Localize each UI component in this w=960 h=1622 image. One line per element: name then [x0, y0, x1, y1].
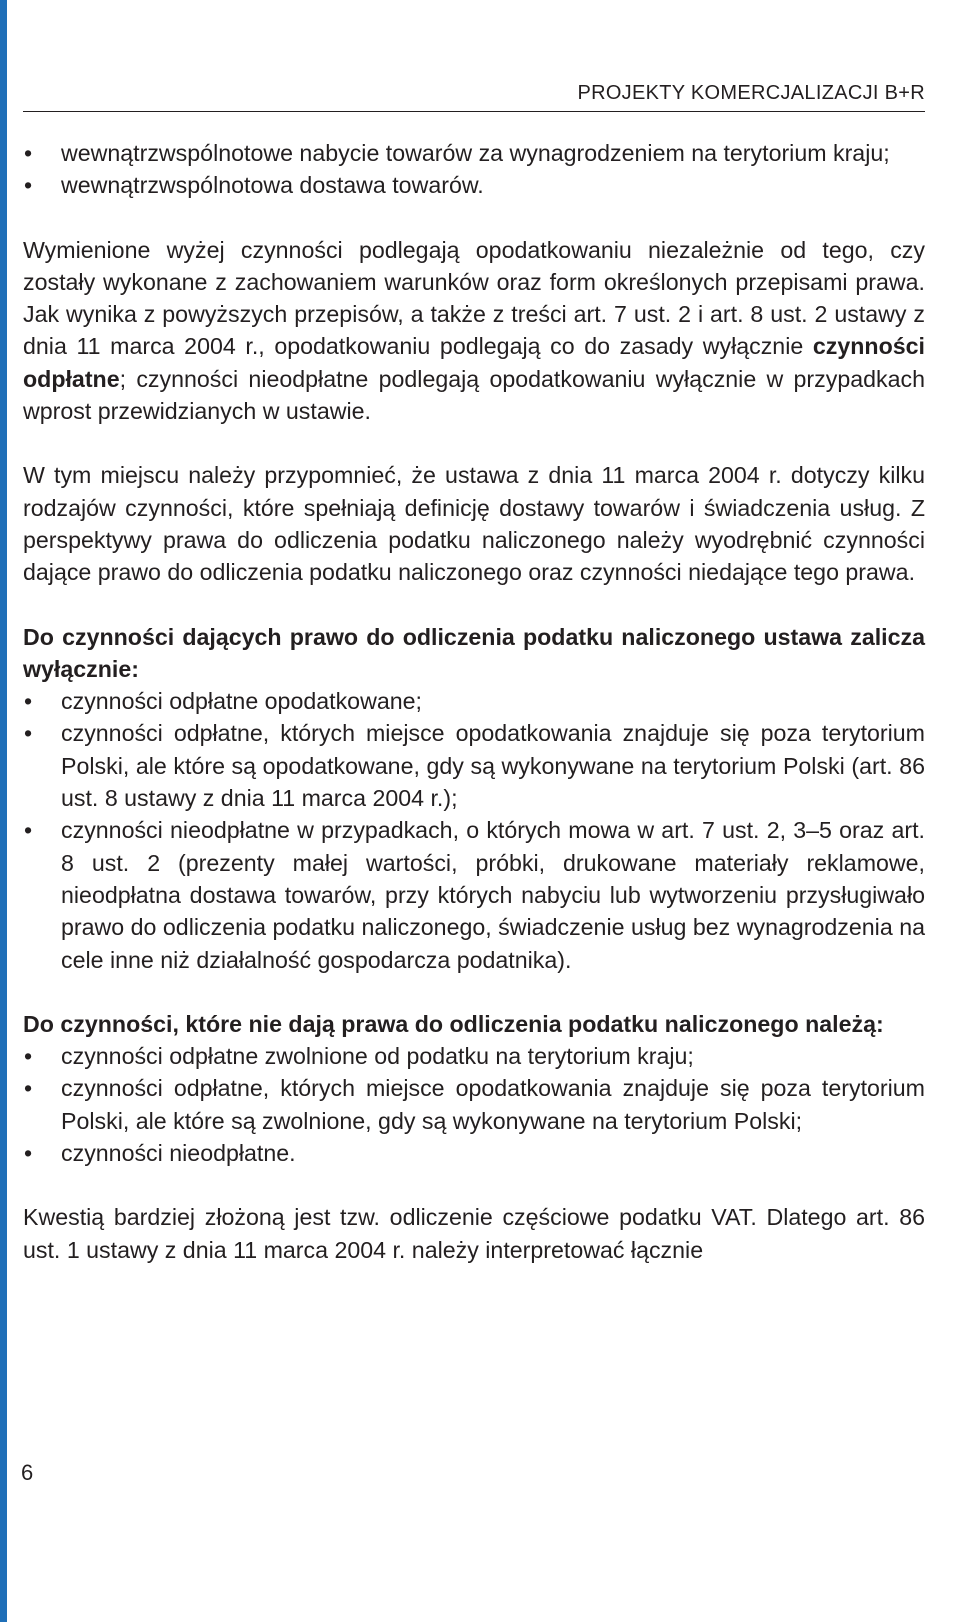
list-item: • czynności nieodpłatne. [23, 1137, 925, 1169]
list-item: • wewnątrzwspólnotowe nabycie towarów za wynagrodzeniem na terytorium kraju; [23, 137, 925, 169]
bullet-list-non-deductible [23, 1040, 925, 1169]
header-title: PROJEKTY KOMERCJALIZACJI B+R [577, 82, 925, 104]
list-item: • czynności odpłatne zwolnione od podatku na terytorium kraju; [23, 1040, 925, 1072]
section-heading-non-deductible [23, 1008, 925, 1040]
heading-text: Do czynności dających prawo do odliczenia podatku naliczonego ustawa zalicza wyłącznie: [23, 623, 925, 682]
section-heading-deductible [23, 621, 925, 686]
heading-text: Do czynności, które nie dają prawa do odliczenia podatku naliczonego należą: [23, 1010, 884, 1037]
paragraph-reminder: W tym miejscu należy przypomnieć, że ustawa z dnia 11 marca 2004 r. dotyczy kilku rodzajów czynności, które spełniają definicję dostawy towarów i świadczenia usług. Z perspektywy prawa do odliczenia podatku naliczonego należy wyodrębnić czynności dające prawo do odliczenia podatku naliczonego oraz czynności niedające tego prawa. [23, 462, 925, 586]
list-item: • czynności nieodpłatne w przypadkach, o których mowa w art. 7 ust. 2, 3–5 oraz art. 8 ust. 2 (prezenty małej wartości, próbki, drukowane materiały reklamowe, nieodpłatna dostawa towarów, przy których nabyciu lub wytworzeniu przysługiwało prawo do odliczenia podatku naliczonego, świadczenie usług bez wynagrodzenia na cele inne niż działalność gospodarcza podatnika). [23, 814, 925, 975]
list-item: • czynności odpłatne, których miejsce opodatkowania znajduje się poza terytorium Polski, ale które są zwolnione, gdy są wykonywane na terytorium Polski; [23, 1072, 925, 1137]
paragraph-text: ; czynności nieodpłatne podlegają opodatkowaniu wyłącznie w przypadkach wprost przewidzianych w ustawie. [23, 365, 925, 425]
page-body [23, 137, 925, 1266]
side-accent-bar [0, 0, 7, 1622]
list-item: • czynności odpłatne, których miejsce opodatkowania znajduje się poza terytorium Polski, ale które są opodatkowane, gdy są wykonywane na terytorium Polski (art. 86 ust. 8 ustawy z dnia 11 marca 2004 r.); [23, 717, 925, 814]
running-header [23, 82, 925, 112]
paragraph-text: Wymienione wyżej czynności podlegają opodatkowaniu niezależnie od tego, czy zostały wykonane z zachowaniem warunków oraz form określonych przepisami prawa. Jak wynika z powyższych przepisów, a także z treści art. 7 ust. 2 i art. 8 ust. 2 ustawy z dnia 11 marca 2004 r., opodatkowaniu podlegają co do zasady wyłącznie [23, 236, 925, 360]
page-number: 6 [21, 1460, 34, 1485]
emphasis-text: czynności odpłatne [23, 333, 925, 392]
bullet-list-deductible [23, 685, 925, 976]
bullet-list-transactions [23, 137, 925, 202]
list-item: • czynności odpłatne opodatkowane; [23, 685, 925, 717]
list-item: • wewnątrzwspólnotowa dostawa towarów. [23, 169, 925, 201]
paragraph-taxation [23, 234, 925, 428]
paragraph-partial-deduction: Kwestią bardziej złożoną jest tzw. odliczenie częściowe podatku VAT. Dlatego art. 86 ust. 1 ustawy z dnia 11 marca 2004 r. należy interpretować łącznie [23, 1204, 925, 1263]
